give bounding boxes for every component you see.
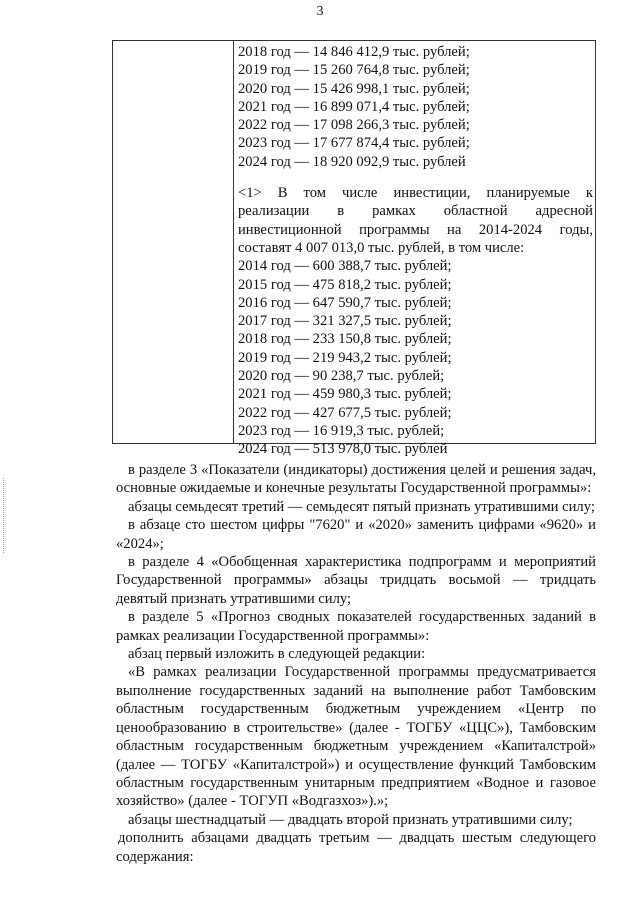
paragraph-add-23-26: дополнить абзацами двадцать третьим — двадцать шестым следующего содержания: xyxy=(116,830,596,865)
paragraph-repeal-16-22: абзацы шестнадцатый — двадцать второй признать утратившими силу; xyxy=(128,811,573,828)
funding-line-2024: 2024 год — 18 920 092,9 тыс. рублей xyxy=(238,153,466,170)
investment-line-2014: 2014 год — 600 388,7 тыс. рублей; xyxy=(238,258,452,275)
investment-line-2016: 2016 год — 647 590,7 тыс. рублей; xyxy=(238,294,452,311)
investment-line-2021: 2021 год — 459 980,3 тыс. рублей; xyxy=(238,386,452,403)
funding-line-2022: 2022 год — 17 098 266,3 тыс. рублей; xyxy=(238,117,470,134)
funding-table xyxy=(112,40,596,458)
investment-line-2019: 2019 год — 219 943,2 тыс. рублей; xyxy=(238,349,452,366)
table-value-cell xyxy=(238,43,593,459)
funding-line-2023: 2023 год — 17 677 874,4 тыс. рублей; xyxy=(238,135,470,152)
funding-line-2020: 2020 год — 15 426 998,1 тыс. рублей; xyxy=(238,80,470,97)
investment-note-text: <1> В том числе инвестиции, планируемые к реализации в рамках областной адресной инвестиционной программы на 2014-2024 годы, составят 4 007 013,0 тыс. рублей, в том числе: xyxy=(238,185,593,256)
funding-line-2019: 2019 год — 15 260 764,8 тыс. рублей; xyxy=(238,62,470,79)
paragraph-new-wording: «В рамках реализации Государственной программы предусматривается выполнение государственных заданий на выполнение работ Тамбовским областным государственным бюджетным учреждением «Центр по ценообразованию в строительстве» (далее - ТОГБУ «ЦЦС»), Тамбовским областным государственным бюджетным учреждением «Капиталстрой» (далее — ТОГБУ «Капиталстрой») и осуществление функций Тамбовским областным государственным унитарным предприятием «Водное и газовое хозяйство» (далее - ТОГУП «Водгазхоз»).»; xyxy=(116,664,596,810)
table-column-divider xyxy=(233,41,234,443)
investment-line-2022: 2022 год — 427 677,5 тыс. рублей; xyxy=(238,404,452,421)
paragraph-section-5: в разделе 5 «Прогноз сводных показателей государственных заданий в рамках реализации Государственной программы»: xyxy=(116,609,596,644)
paragraph-first-paragraph-edit: абзац первый изложить в следующей редакции: xyxy=(128,646,426,663)
paragraph-section-3: в разделе 3 «Показатели (индикаторы) достижения целей и решения задач, основные ожидаемые и конечные результаты Государственной программы»: xyxy=(116,462,596,497)
investment-note xyxy=(238,184,593,257)
funding-line-2021: 2021 год — 16 899 071,4 тыс. рублей; xyxy=(238,98,470,115)
investment-line-2023: 2023 год — 16 919,3 тыс. рублей; xyxy=(238,422,445,439)
margin-mark xyxy=(3,478,7,553)
investment-line-2024: 2024 год — 513 978,0 тыс. рублей xyxy=(238,441,448,458)
paragraph-section-3-repeal: абзацы семьдесят третий — семьдесят пятый признать утратившими силу; xyxy=(128,498,595,515)
paragraph-section-3-digits: в абзаце сто шестом цифры "7620" и «2020» заменить цифрами «9620» и «2024»; xyxy=(116,517,596,552)
investment-line-2018: 2018 год — 233 150,8 тыс. рублей; xyxy=(238,331,452,348)
document-body xyxy=(116,461,596,866)
investment-line-2015: 2015 год — 475 818,2 тыс. рублей; xyxy=(238,276,452,293)
page-number: 3 xyxy=(316,4,324,19)
paragraph-section-4: в разделе 4 «Обобщенная характеристика подпрограмм и мероприятий Государственной программы» абзацы тридцать восьмой — тридцать девятый признать утратившими силу; xyxy=(116,554,596,607)
investment-line-2020: 2020 год — 90 238,7 тыс. рублей; xyxy=(238,368,445,385)
investment-line-2017: 2017 год — 321 327,5 тыс. рублей; xyxy=(238,313,452,330)
funding-line-2018: 2018 год — 14 846 412,9 тыс. рублей; xyxy=(238,44,470,60)
